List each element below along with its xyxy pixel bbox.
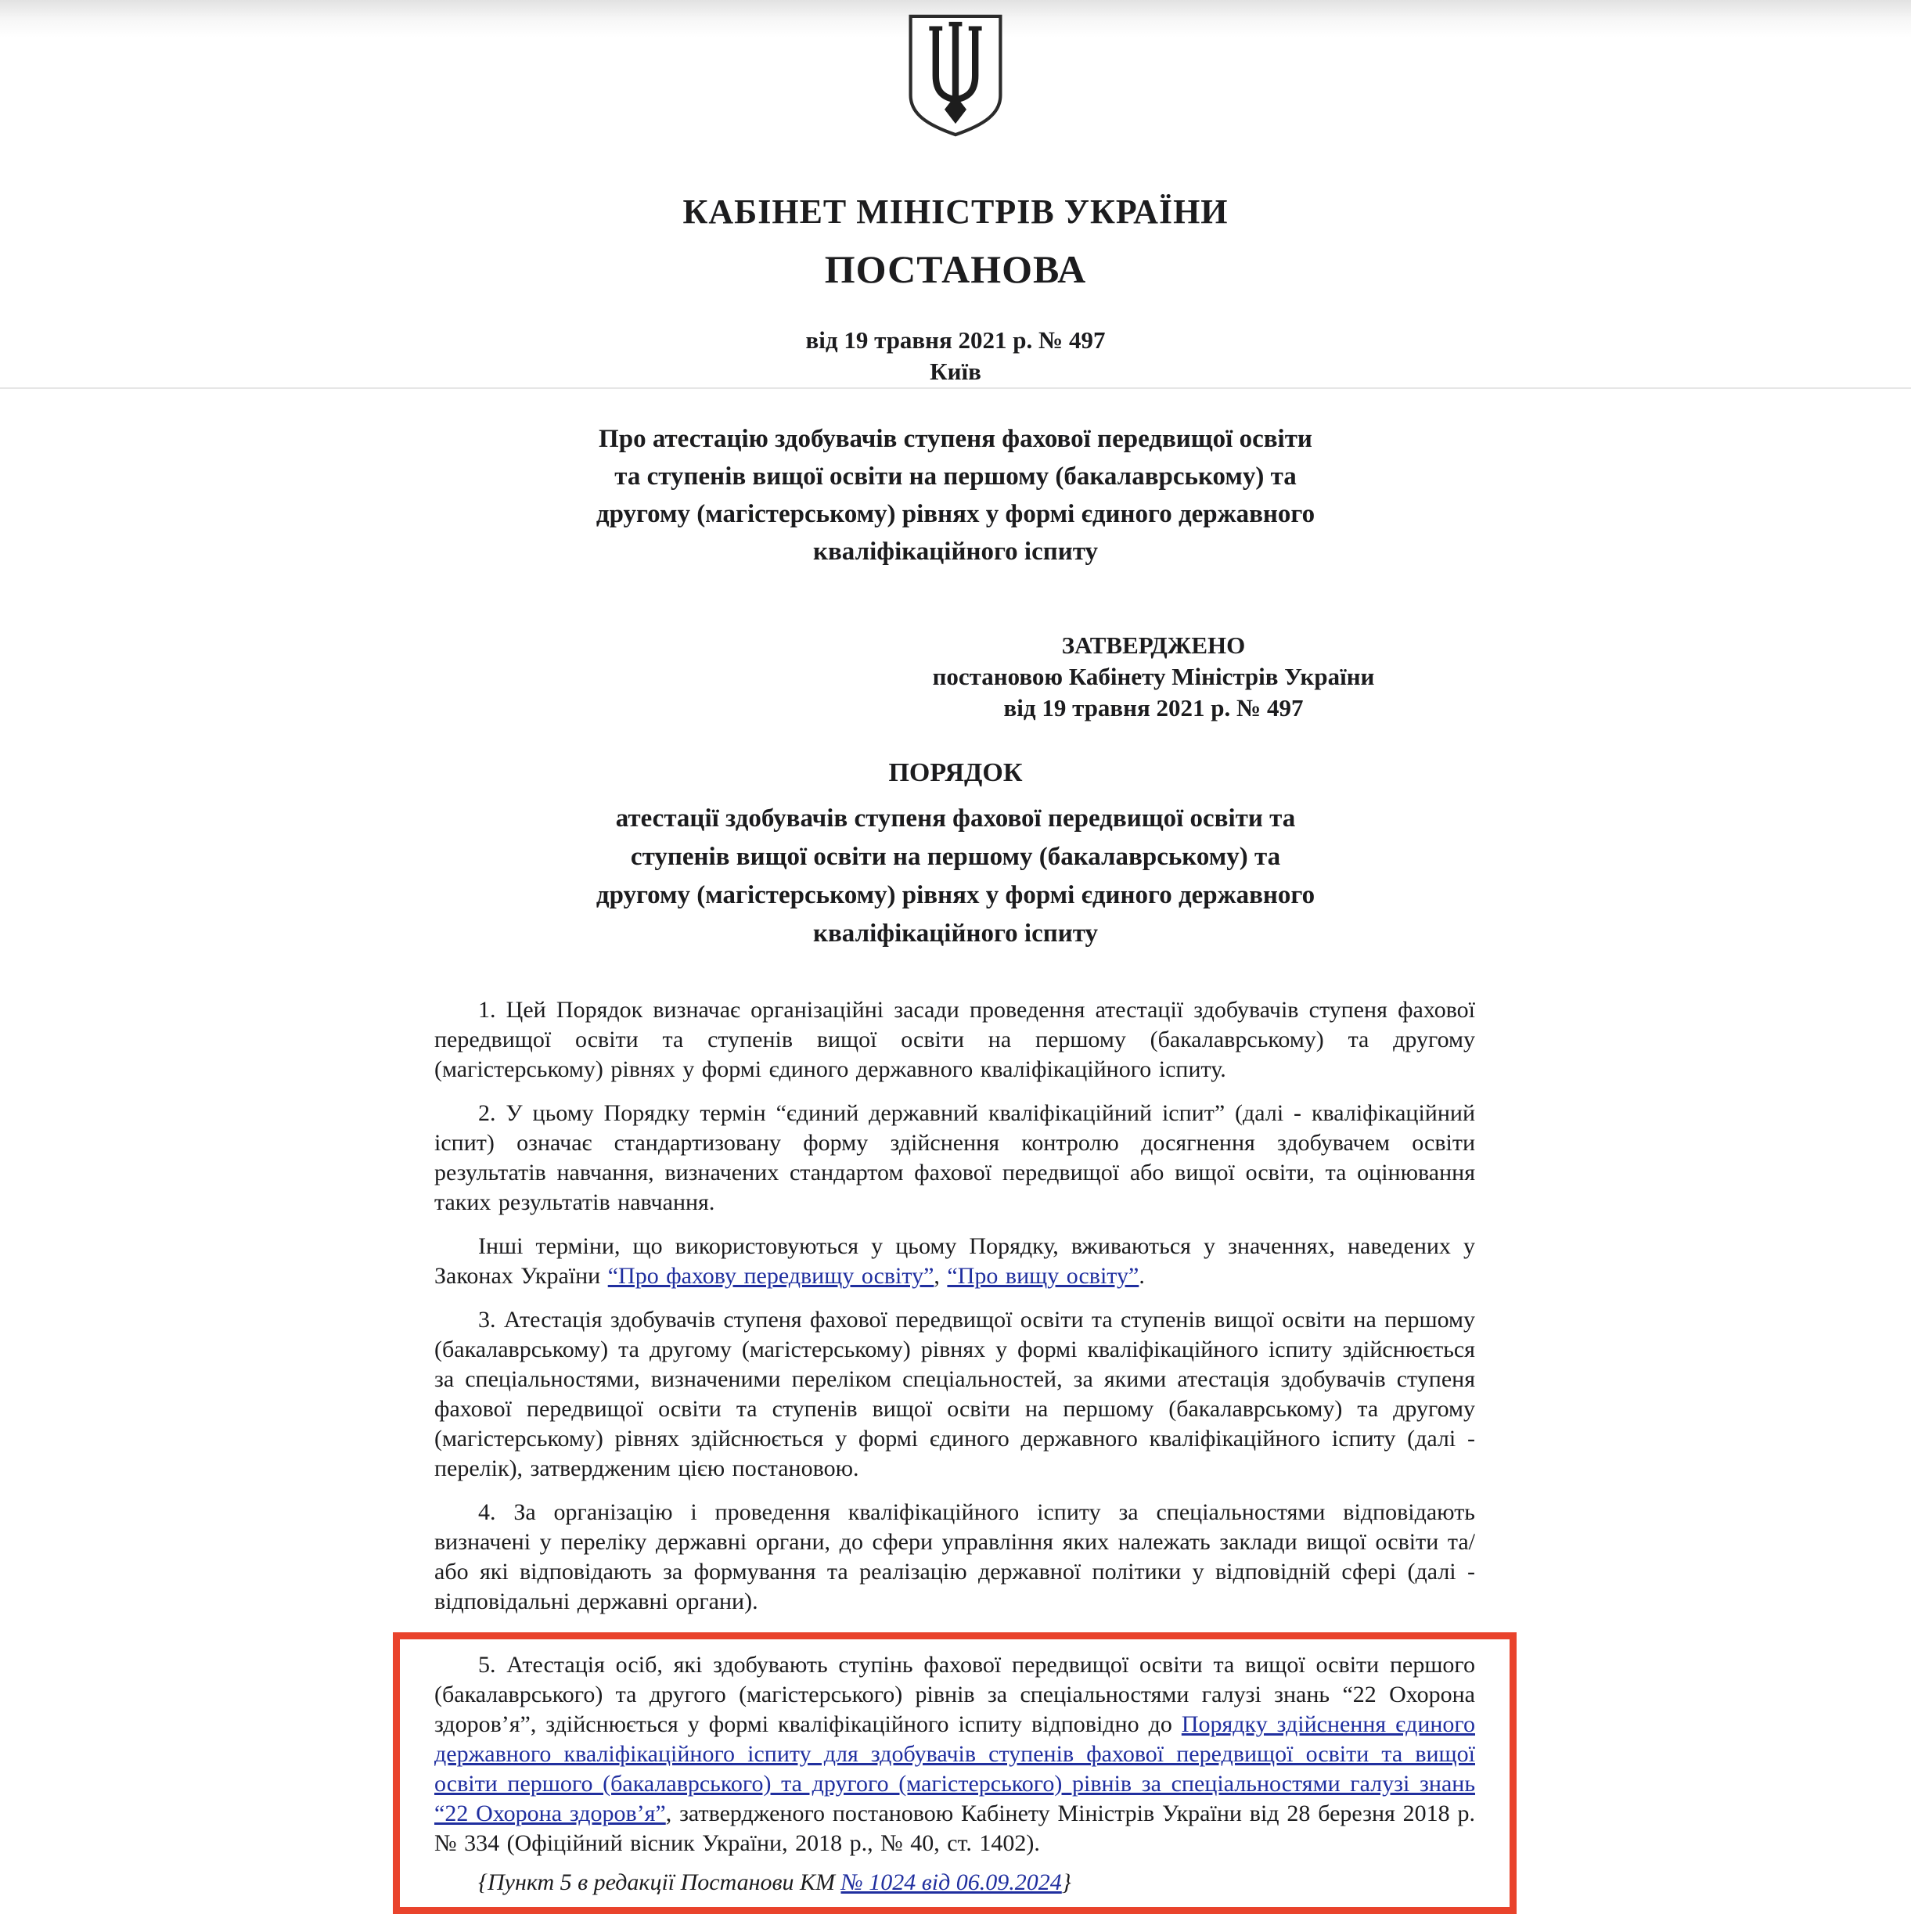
inline-law-link[interactable]: “Про фахову передвищу освіту” — [607, 1263, 934, 1289]
doc-city: Київ — [930, 358, 981, 385]
order-subtitle-line: атестації здобувачів ступеня фахової передвищої освіти та — [615, 804, 1296, 833]
body-paragraph — [434, 1099, 1475, 1218]
order-subtitle-line: ступенів вищої освіти на першому (бакалаврському) та — [630, 843, 1281, 871]
text-segment: 2. У цьому Порядку термін “єдиний державний кваліфікаційний іспит” (далі - кваліфікаційний іспит) означає стандартизовану форму здійснення контролю досягнення здобувачем освіти результатів навчання, визначених стандартом фахової передвищої або вищої освіти, та оцінювання таких результатів навчання. — [434, 1100, 1475, 1215]
org-name: КАБІНЕТ МІНІСТРІВ УКРАЇНИ — [682, 192, 1229, 231]
doc-title — [0, 420, 1911, 570]
doc-title-line: другому (магістерському) рівнях у формі єдиного державного — [596, 500, 1315, 528]
order-subtitle-line: кваліфікаційного іспиту — [812, 919, 1099, 948]
doc-title-line: та ступенів вищої освіти на першому (бакалаврському) та — [614, 462, 1297, 491]
approval-date: від 19 травня 2021 р. № 497 — [1003, 694, 1304, 721]
text-segment: 5. Атестація осіб, які здобувають ступінь фахової передвищої освіти та вищої освіти першого (бакалаврського) та другого (магістерського) рівнів за спеціальностями галузі знань “22 Охорона здоров’я”, здійснюється у формі кваліфікаційного іспиту відповідно до — [434, 1652, 1475, 1737]
order-subtitle-line: другому (магістерському) рівнях у формі єдиного державного — [596, 881, 1315, 909]
document-body — [434, 995, 1475, 1914]
doc-type: ПОСТАНОВА — [824, 247, 1087, 291]
body-paragraph — [434, 1305, 1475, 1484]
text-segment: Інші терміни, що використовуються у цьому Порядку, вживаються у значеннях, наведених у Законах України — [434, 1233, 1475, 1289]
text-segment: , — [934, 1263, 948, 1289]
inline-law-link[interactable]: “Про вищу освіту” — [947, 1263, 1139, 1289]
text-segment: , затвердженого постановою Кабінету Міністрів України від 28 березня 2018 р. № 334 (Офіційний вісник України, 2018 р., № 40, ст. 1402). — [434, 1801, 1475, 1856]
body-paragraph — [434, 1650, 1475, 1858]
approval-label: ЗАТВЕРДЖЕНО — [1061, 631, 1246, 659]
inline-law-link[interactable]: Порядку здійснення єдиного державного кваліфікаційного іспиту для здобувачів ступенів фахової передвищої освіти та вищої освіти першого (бакалаврського) та другого (магістерського) рівнів за спеціальностями галузі знань “22 Охорона здоров’я” — [434, 1711, 1475, 1826]
text-segment: 3. Атестація здобувачів ступеня фахової передвищої освіти та ступенів вищої освіти на першому (бакалаврському) та другому (магістерському) рівнях у формі кваліфікаційного іспиту здійснюється за спеціальностями, визначеними переліком спеціальностей, за якими атестація здобувачів ступеня фахової передвищої освіти та ступенів вищої освіти на першому (бакалаврському) та другому (магістерському) рівнях здійснюється у формі єдиного державного кваліфікаційного іспиту (далі - перелік), затвердженим цією постановою. — [434, 1307, 1475, 1481]
doc-title-line: Про атестацію здобувачів ступеня фахової передвищої освіти — [599, 425, 1312, 453]
inline-law-link[interactable]: № 1024 від 06.09.2024 — [840, 1869, 1062, 1895]
text-segment: {Пункт 5 в редакції Постанови КМ — [478, 1869, 841, 1895]
text-segment: 1. Цей Порядок визначає організаційні засади проведення атестації здобувачів ступеня фахової передвищої освіти та ступенів вищої освіти на першому (бакалаврському) та другому (магістерському) рівнях у формі єдиного державного кваліфікаційного іспиту. — [434, 997, 1475, 1082]
coat-of-arms-ukraine — [0, 0, 1911, 137]
doc-title-line: кваліфікаційного іспиту — [812, 538, 1099, 566]
amended-clause-box — [393, 1632, 1517, 1914]
body-paragraph — [434, 995, 1475, 1085]
order-subtitle — [0, 800, 1911, 953]
body-paragraph — [434, 1498, 1475, 1617]
approval-stamp — [895, 630, 1412, 724]
approval-by: постановою Кабінету Міністрів України — [932, 663, 1375, 690]
document-main — [0, 420, 1911, 1914]
document-header — [0, 0, 1911, 389]
doc-date-number: від 19 травня 2021 р. № 497 — [805, 326, 1106, 354]
body-paragraph — [434, 1232, 1475, 1291]
trident-icon — [906, 14, 1005, 137]
text-segment: 4. За організацію і проведення кваліфікаційного іспиту за спеціальностями відповідають визначені у переліку державні органи, до сфери управління яких належать заклади вищої освіти та/або які відповідають за формування та реалізацію державної політики у відповідній сфері (далі - відповідальні державні органи). — [434, 1499, 1475, 1614]
amendment-note — [434, 1868, 1475, 1898]
order-heading: ПОРЯДОК — [888, 758, 1023, 787]
text-segment: } — [1061, 1869, 1071, 1895]
text-segment: . — [1139, 1263, 1145, 1289]
